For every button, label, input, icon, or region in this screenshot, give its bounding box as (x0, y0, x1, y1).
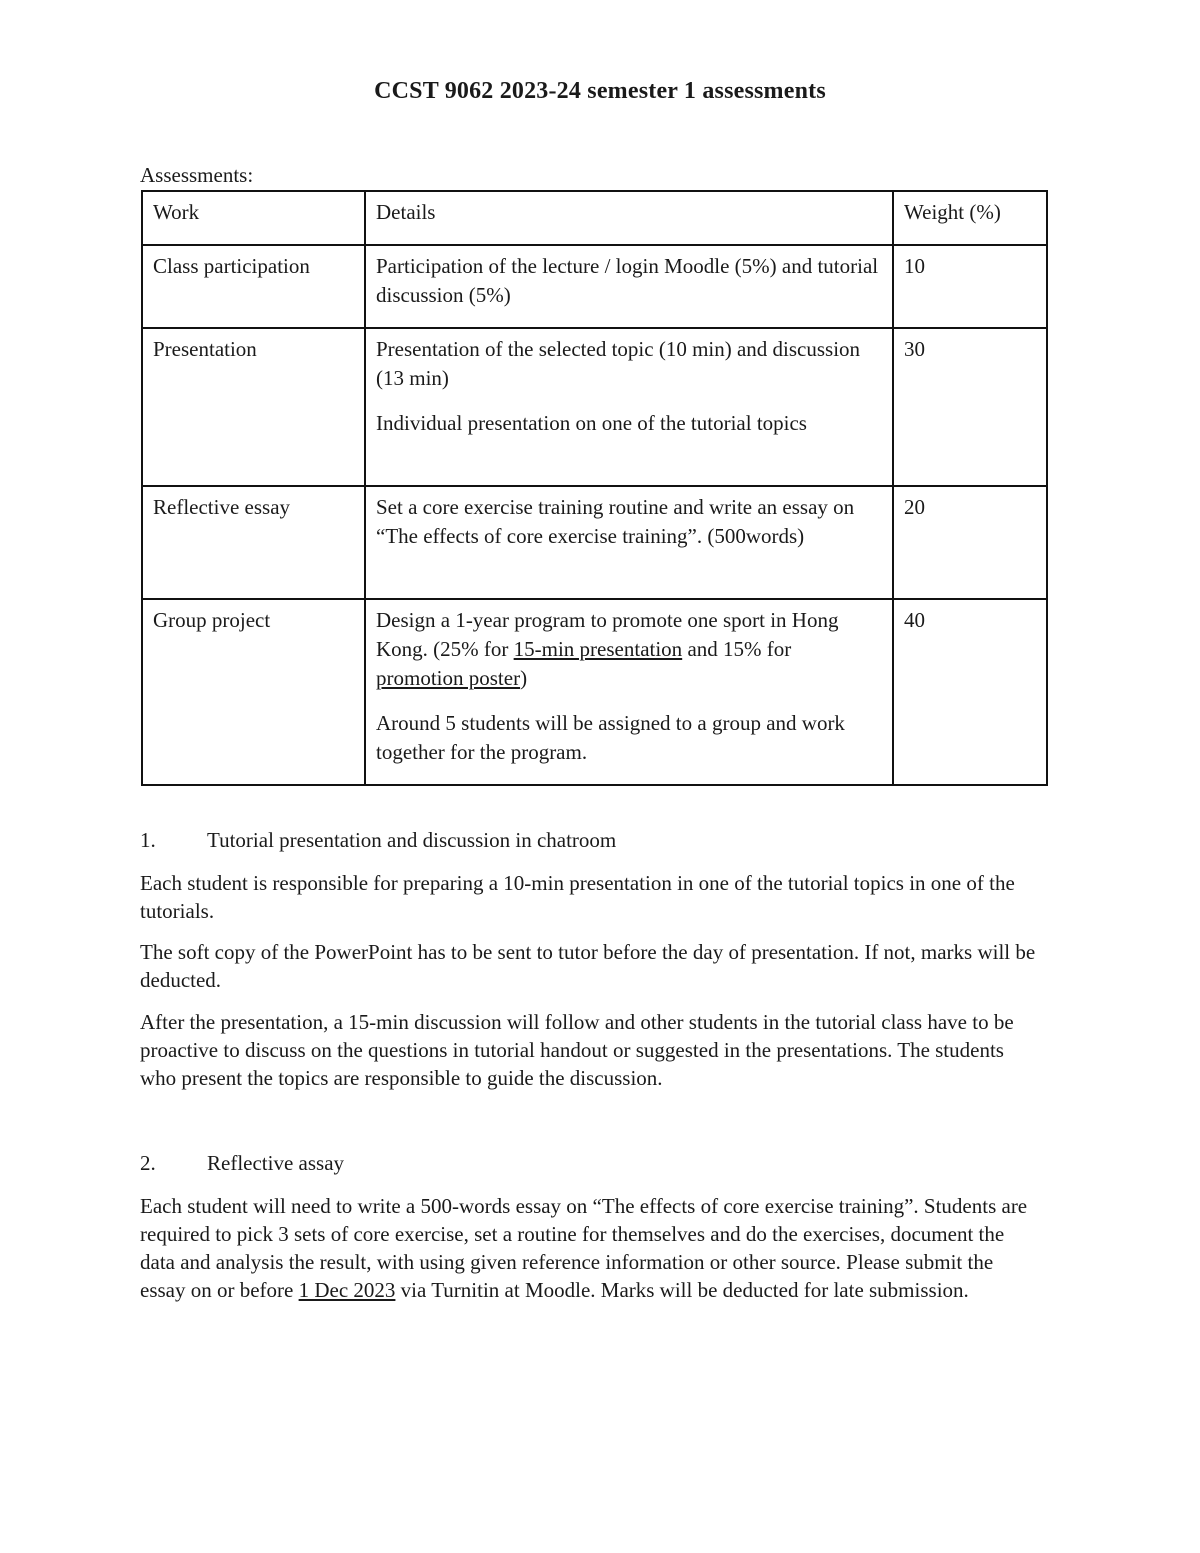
paragraph-text: Each student will need to write a 500-words essay on “The effects of core exercise training”. Students are required to pick 3 sets of core exercise, set a routine for themselves and do the exercises, document the data and analysis the result, with using given reference information or other source. Please submit the essay on or before (140, 1194, 1028, 1302)
header-details: Details (365, 191, 893, 245)
section-title: Reflective assay (207, 1151, 345, 1175)
details-text-part: Design a 1-year program to promote one sport in Hong Kong. (25% for (376, 608, 839, 661)
section-title: Tutorial presentation and discussion in chatroom (207, 828, 617, 852)
details-text: Participation of the lecture / login Moodle (5%) and tutorial discussion (5%) (376, 254, 879, 307)
weight-cell: 30 (893, 328, 1047, 486)
paragraph (140, 1192, 1040, 1304)
table-row (142, 486, 1047, 599)
section-heading (140, 1149, 1040, 1177)
details-cell (365, 599, 893, 785)
work-cell: Class participation (142, 245, 365, 328)
details-cell (365, 486, 893, 599)
table-row (142, 328, 1047, 486)
details-text: Presentation of the selected topic (10 min) and discussion (13 min) (376, 337, 861, 390)
table-row (142, 599, 1047, 785)
paragraph: After the presentation, a 15-min discussion will follow and other students in the tutorial class have to be proactive to discuss on the questions in tutorial handout or suggested in the presentations. The students who present the topics are responsible to guide the discussion. (140, 1010, 1014, 1090)
paragraph-text: via Turnitin at Moodle. Marks will be deducted for late submission. (395, 1278, 969, 1302)
underlined-text: promotion poster (376, 666, 521, 690)
table-row (142, 245, 1047, 328)
work-cell: Group project (142, 599, 365, 785)
details-text: Set a core exercise training routine and write an essay on “The effects of core exercise training”. (500words) (376, 495, 855, 548)
details-text-part: and 15% for (682, 637, 792, 661)
work-cell: Reflective essay (142, 486, 365, 599)
section-number: 2. (140, 1151, 156, 1175)
details-text (376, 606, 883, 693)
due-date: 1 Dec 2023 (298, 1278, 396, 1302)
table-header-row (142, 191, 1047, 245)
details-text: Around 5 students will be assigned to a group and work together for the program. (376, 711, 845, 764)
section-tutorial-presentation (140, 826, 1040, 1092)
weight-cell: 10 (893, 245, 1047, 328)
section-reflective-essay (140, 1149, 1040, 1304)
section-number: 1. (140, 828, 156, 852)
weight-cell: 20 (893, 486, 1047, 599)
details-text-part: ) (520, 666, 528, 690)
header-work: Work (142, 191, 365, 245)
paragraph: The soft copy of the PowerPoint has to be sent to tutor before the day of presentation. If not, marks will be deducted. (140, 940, 1036, 992)
section-heading (140, 826, 1040, 854)
weight-cell: 40 (893, 599, 1047, 785)
assessment-table (141, 190, 1048, 786)
page-title: CCST 9062 2023-24 semester 1 assessments (374, 78, 826, 104)
details-cell (365, 328, 893, 486)
details-cell (365, 245, 893, 328)
paragraph: Each student is responsible for preparing a 10-min presentation in one of the tutorial topics in one of the tutorials. (140, 871, 1015, 923)
header-weight: Weight (%) (893, 191, 1047, 245)
assessments-label: Assessments: (140, 163, 254, 187)
details-text: Individual presentation on one of the tutorial topics (376, 411, 807, 435)
underlined-text: 15-min presentation (513, 637, 683, 661)
work-cell: Presentation (142, 328, 365, 486)
